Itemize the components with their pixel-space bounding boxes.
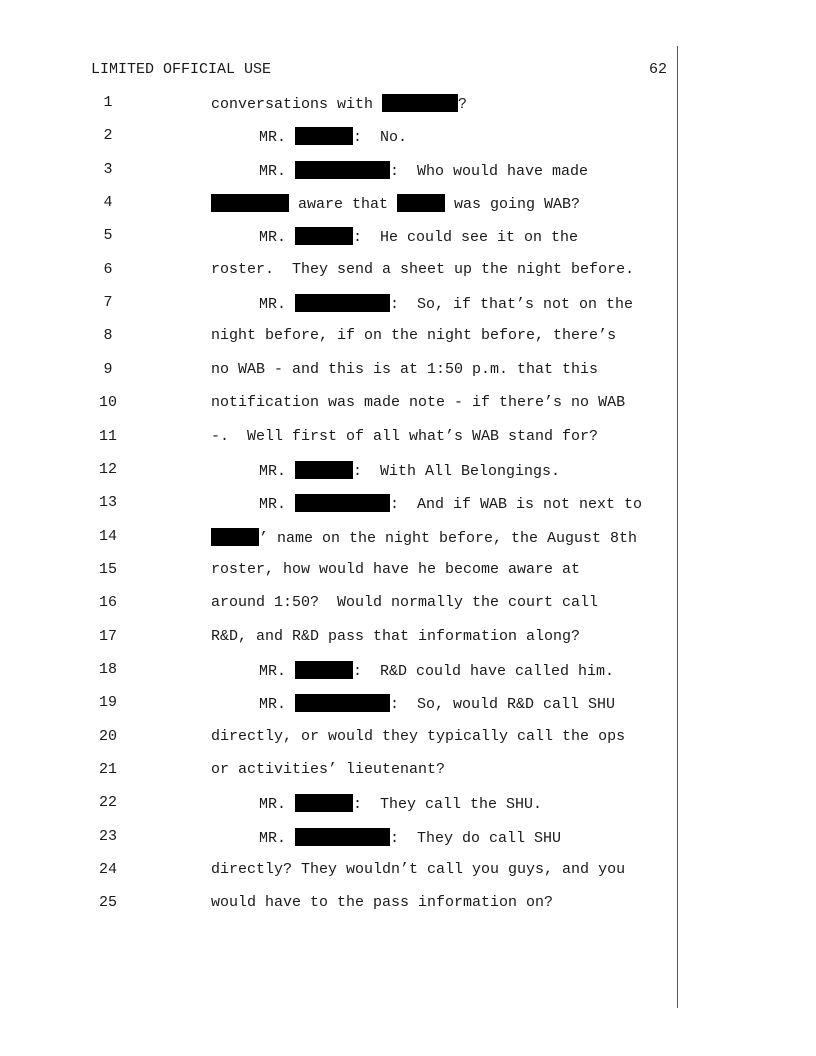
text-segment: notification was made note - if there’s no WAB <box>211 394 626 412</box>
text-segment: ? <box>458 96 468 113</box>
text-segment: MR. <box>259 296 296 314</box>
transcript-line <box>0 94 680 116</box>
text-segment: around 1:50? Would normally the court call <box>211 594 599 612</box>
line-text <box>259 661 614 680</box>
text-segment: MR. <box>259 796 296 814</box>
redaction-block <box>211 528 259 546</box>
text-segment: : They do call SHU <box>390 829 562 847</box>
text-segment: aware that <box>289 196 398 214</box>
redaction-block <box>295 494 390 512</box>
text-segment: MR. <box>259 696 296 714</box>
line-number: 7 <box>103 294 113 312</box>
line-text <box>259 227 578 246</box>
line-text <box>211 861 625 878</box>
line-text <box>259 694 615 713</box>
text-segment: MR. <box>259 662 296 680</box>
redaction-block <box>295 694 390 712</box>
text-segment: MR. <box>259 162 296 180</box>
redaction-block <box>295 794 353 812</box>
line-number: 2 <box>103 127 113 145</box>
transcript-line <box>0 861 680 883</box>
text-segment: directly? They wouldn’t call you guys, and you <box>211 861 626 879</box>
transcript-line <box>0 661 680 683</box>
transcript-line <box>0 528 680 550</box>
transcript-line <box>0 261 680 283</box>
redaction-block <box>295 127 353 145</box>
line-text <box>211 594 598 611</box>
page-number: 62 <box>648 61 667 78</box>
text-segment: : Who would have made <box>390 162 589 180</box>
line-text <box>211 894 553 911</box>
transcript-line <box>0 194 680 216</box>
text-segment: R&D, and R&D pass that information along? <box>211 627 581 645</box>
redaction-block <box>397 194 445 212</box>
line-text <box>259 461 560 480</box>
line-number: 19 <box>98 694 117 712</box>
line-text <box>211 728 625 745</box>
redaction-block <box>295 294 390 312</box>
text-segment: roster, how would have he become aware at <box>211 560 581 578</box>
line-text <box>211 761 445 778</box>
transcript-line <box>0 494 680 516</box>
line-number: 24 <box>98 861 117 879</box>
line-text <box>211 261 634 278</box>
line-text <box>211 628 580 645</box>
text-segment: : He could see it on the <box>353 229 579 247</box>
transcript-line <box>0 594 680 616</box>
transcript-line <box>0 294 680 316</box>
text-segment: : With All Belongings. <box>353 462 561 480</box>
redaction-block <box>382 94 458 112</box>
line-number: 1 <box>103 94 113 111</box>
redaction-block <box>295 461 353 479</box>
transcript-line <box>0 127 680 149</box>
text-segment: night before, if on the night before, there’s <box>211 327 617 345</box>
text-segment: MR. <box>259 129 296 147</box>
line-number: 14 <box>98 527 117 545</box>
page-header <box>91 61 667 81</box>
text-segment: MR. <box>259 496 296 514</box>
line-number: 11 <box>98 427 117 445</box>
line-number: 3 <box>103 160 113 178</box>
transcript-line <box>0 694 680 716</box>
line-text <box>259 494 642 513</box>
text-segment: roster. They send a sheet up the night before. <box>211 260 635 278</box>
transcript-line <box>0 794 680 816</box>
transcript-line <box>0 361 680 383</box>
line-number: 10 <box>98 394 117 412</box>
redaction-block <box>295 227 353 245</box>
text-segment: : And if WAB is not next to <box>390 496 643 514</box>
line-number: 16 <box>98 594 117 612</box>
line-number: 22 <box>98 794 117 812</box>
text-segment: directly, or would they typically call the ops <box>211 727 626 745</box>
transcript-line <box>0 227 680 249</box>
line-text <box>211 528 637 547</box>
line-text <box>211 428 598 445</box>
text-segment: was going WAB? <box>445 196 581 214</box>
line-number: 6 <box>103 260 113 278</box>
line-number: 13 <box>98 494 117 512</box>
line-number: 21 <box>98 761 117 778</box>
transcript-line <box>0 894 680 916</box>
redaction-block <box>295 161 390 179</box>
text-segment: -. Well first of all what’s WAB stand for? <box>211 427 599 445</box>
text-segment: : No. <box>353 129 408 147</box>
text-segment: MR. <box>259 462 296 480</box>
classification-label: LIMITED OFFICIAL USE <box>91 61 272 78</box>
line-number: 23 <box>98 827 117 845</box>
line-text <box>211 194 580 213</box>
transcript-line <box>0 728 680 750</box>
text-segment: : They call the SHU. <box>353 796 543 814</box>
line-number: 12 <box>98 460 117 478</box>
line-number: 20 <box>98 727 117 745</box>
line-text <box>211 327 616 344</box>
transcript-line <box>0 761 680 783</box>
text-segment: or activities’ lieutenant? <box>211 761 446 778</box>
text-segment: : So, if that’s not on the <box>390 296 634 314</box>
transcript-line <box>0 628 680 650</box>
text-segment: no WAB - and this is at 1:50 p.m. that this <box>211 360 599 378</box>
text-segment: conversations with <box>211 96 383 113</box>
line-number: 18 <box>98 660 117 678</box>
line-text <box>211 561 580 578</box>
line-text <box>259 161 588 180</box>
redaction-block <box>211 194 289 212</box>
line-number: 17 <box>98 627 117 645</box>
line-number: 9 <box>103 360 113 378</box>
redaction-block <box>295 661 353 679</box>
redaction-block <box>295 828 390 846</box>
text-segment: : So, would R&D call SHU <box>390 696 616 714</box>
line-text <box>259 294 633 313</box>
transcript-line <box>0 327 680 349</box>
line-text <box>211 361 598 378</box>
transcript-line <box>0 461 680 483</box>
line-text <box>259 794 542 813</box>
line-text <box>259 127 407 146</box>
transcript-line <box>0 561 680 583</box>
line-number: 15 <box>98 560 117 578</box>
line-text <box>259 828 561 847</box>
text-segment: : R&D could have called him. <box>353 662 615 680</box>
line-number: 8 <box>103 327 113 345</box>
text-segment: MR. <box>259 829 296 847</box>
text-segment: would have to the pass information on? <box>211 894 554 912</box>
transcript-line <box>0 394 680 416</box>
text-segment: MR. <box>259 229 296 247</box>
text-segment: ’ name on the night before, the August 8th <box>259 529 638 547</box>
line-text <box>211 94 467 113</box>
transcript-line <box>0 161 680 183</box>
line-number: 5 <box>103 227 113 245</box>
line-number: 4 <box>103 194 113 212</box>
transcript-line <box>0 428 680 450</box>
line-text <box>211 394 625 411</box>
transcript-line <box>0 828 680 850</box>
line-number: 25 <box>98 894 117 912</box>
